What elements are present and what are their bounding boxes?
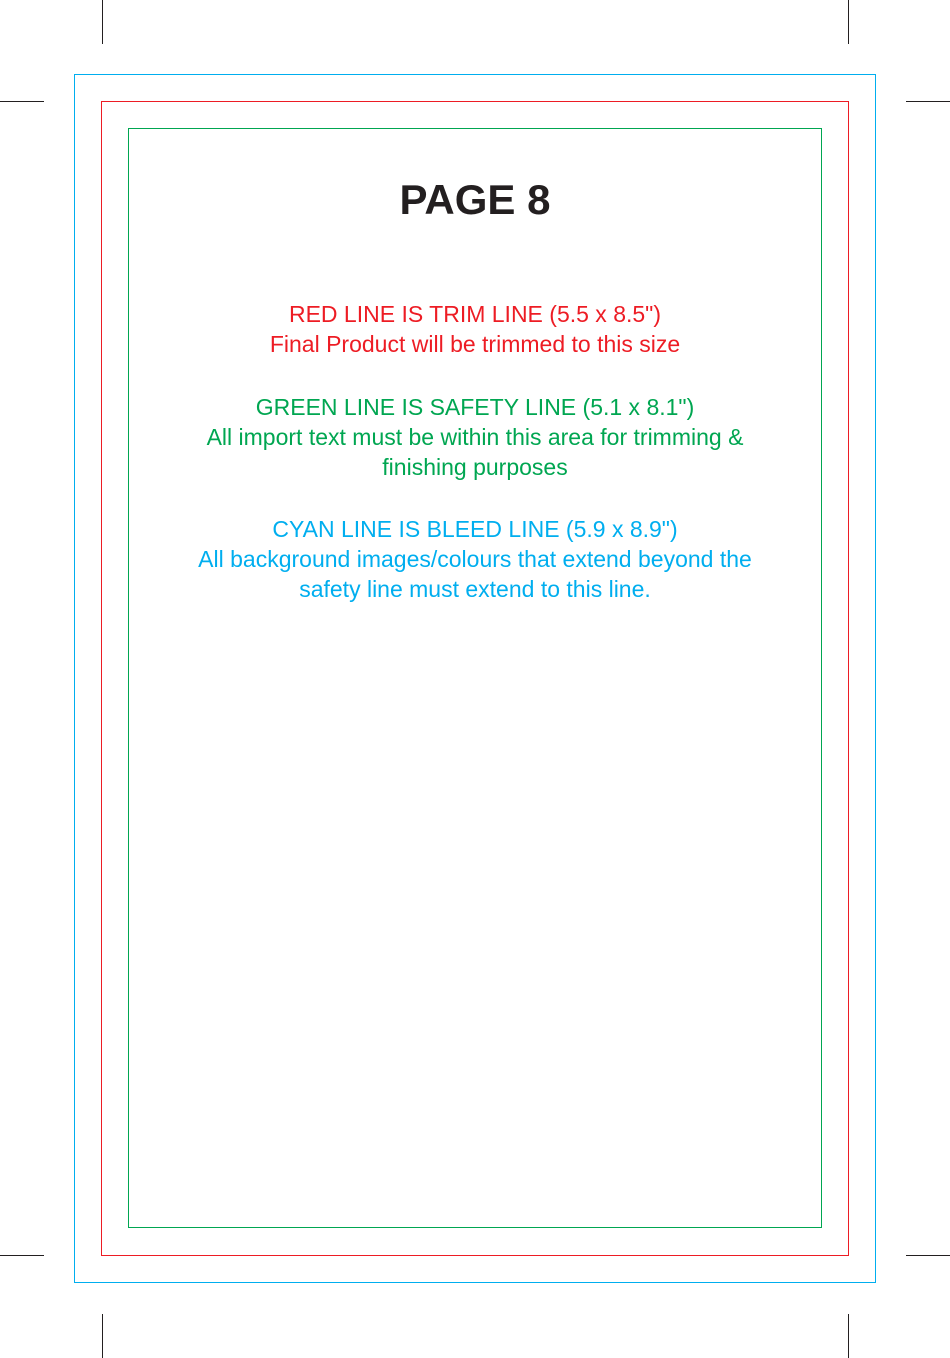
crop-mark-bottom-right-vertical (848, 1314, 849, 1358)
page-content (128, 128, 822, 604)
crop-mark-top-left-vertical (102, 0, 103, 44)
bleed-line-description-2: safety line must extend to this line. (299, 576, 651, 602)
crop-mark-bottom-left-horizontal (0, 1255, 44, 1256)
trim-line-description: Final Product will be trimmed to this size (269, 331, 681, 357)
safety-line-description-2: finishing purposes (382, 454, 568, 480)
crop-mark-bottom-left-vertical (102, 1314, 103, 1358)
crop-mark-top-right-horizontal (906, 101, 950, 102)
trim-line-note (108, 299, 842, 359)
bleed-line-note (108, 514, 842, 604)
safety-line-note (108, 392, 842, 482)
bleed-line-description-1: All background images/colours that extend beyond the (198, 546, 752, 572)
page-title: PAGE 8 (399, 176, 551, 223)
trim-line-heading: RED LINE IS TRIM LINE (5.5 x 8.5") (288, 301, 661, 327)
bleed-line-heading: CYAN LINE IS BLEED LINE (5.9 x 8.9") (272, 516, 678, 542)
safety-line-description-1: All import text must be within this area for trimming & (206, 424, 744, 450)
crop-mark-top-right-vertical (848, 0, 849, 44)
safety-line-heading: GREEN LINE IS SAFETY LINE (5.1 x 8.1") (255, 394, 695, 420)
crop-mark-top-left-horizontal (0, 101, 44, 102)
crop-mark-bottom-right-horizontal (906, 1255, 950, 1256)
